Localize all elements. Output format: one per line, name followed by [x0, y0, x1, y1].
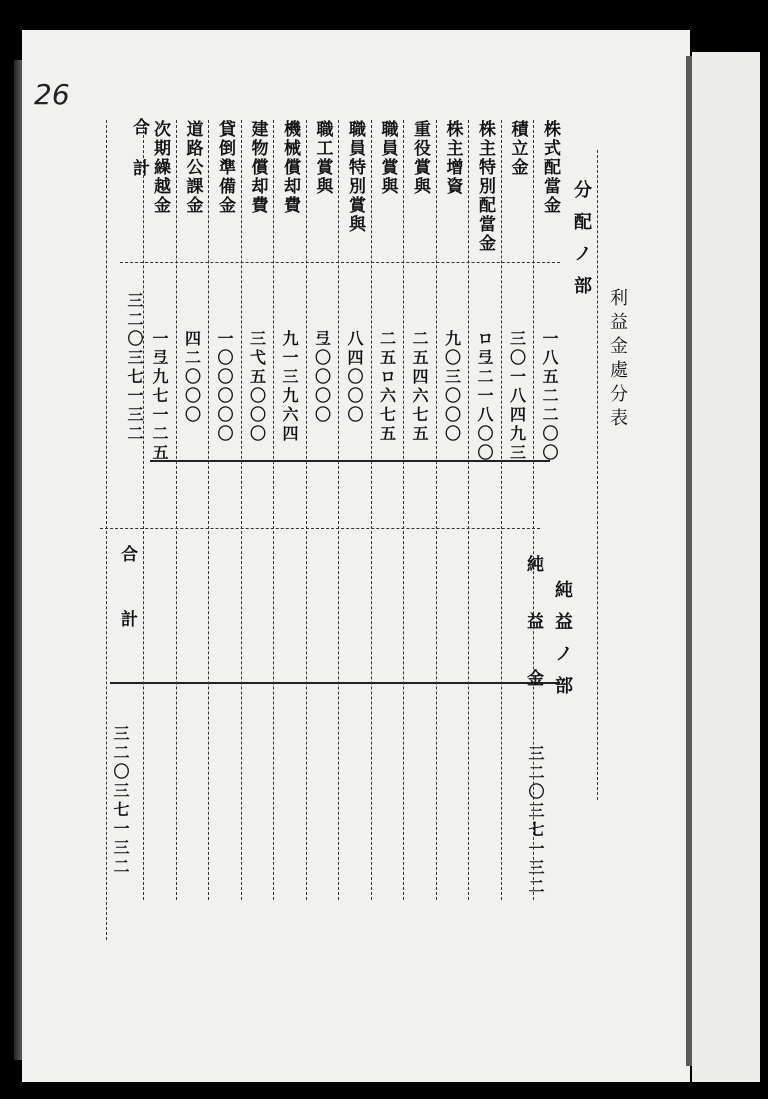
column-rule [403, 120, 404, 900]
frame-left-line [106, 120, 107, 940]
column-rule [338, 120, 339, 900]
distribution-item-amount: 二五ロ六七五 [377, 330, 397, 444]
net-profit-item-label: 純 益 金 [523, 555, 543, 696]
column-rule [143, 120, 144, 900]
distribution-item-amount: 八四〇〇〇 [345, 330, 364, 425]
distribution-item-amount: 四二〇〇〇 [182, 330, 202, 425]
distribution-item-label: 職工賞與 [312, 120, 333, 196]
page-number: 26 [34, 78, 70, 111]
frame-right-line [597, 150, 598, 800]
column-rule [501, 120, 502, 900]
column-rule [208, 120, 209, 900]
distribution-item-label: 機械償却費 [280, 120, 300, 215]
distribution-item-label: 道路公課金 [182, 120, 203, 215]
distribution-item-amount: 三弋五〇〇〇 [247, 330, 267, 444]
column-rule [241, 120, 242, 900]
net-profit-total-label: 合 計 [117, 545, 137, 641]
facing-page [692, 52, 760, 1082]
distribution-item-label: 建物償却費 [247, 120, 268, 215]
section-divider [100, 528, 540, 529]
label-divider [120, 262, 560, 263]
distribution-item-label: 職員賞與 [377, 120, 398, 196]
distribution-item-label: 次期繰越金 [150, 120, 170, 215]
net-divider [110, 682, 560, 684]
net-profit-item-amount: 三二〇三七一三二 [526, 745, 545, 897]
distribution-item-label: 株主增資 [442, 120, 463, 196]
net-profit-header: 純益ノ部 [552, 580, 573, 708]
distribution-item-label: 貸倒準備金 [215, 120, 235, 215]
distribution-item-amount: 一弖九七一二五 [150, 330, 169, 463]
distribution-total-amount: 三二〇三七一三二 [125, 292, 144, 444]
distribution-header: 分配ノ部 [571, 180, 592, 308]
distribution-item-label: 株主特別配當金 [475, 120, 495, 253]
distribution-item-amount: 一八五二二〇〇 [540, 330, 559, 463]
distribution-item-label: 積立金 [507, 120, 528, 177]
distribution-item-amount: 二五四六七五 [410, 330, 429, 444]
distribution-item-amount: 一〇〇〇〇〇 [215, 330, 234, 444]
column-rule [176, 120, 177, 900]
distribution-item-label: 株式配當金 [540, 120, 560, 215]
distribution-item-amount: 弖〇〇〇〇 [312, 330, 332, 425]
column-rule [436, 120, 437, 900]
distribution-item-amount: 九〇三〇〇〇 [442, 330, 462, 444]
column-rule [306, 120, 307, 900]
column-rule [468, 120, 469, 900]
distribution-item-label: 重役賞與 [410, 120, 430, 196]
column-rule [273, 120, 274, 900]
distribution-item-label: 職員特別賞與 [345, 120, 365, 234]
net-profit-total-amount: 三二〇三七一三二 [111, 725, 130, 877]
column-rule [371, 120, 372, 900]
document-title: 利益金處分表 [607, 288, 628, 432]
distribution-total-label: 合 計 [129, 118, 149, 178]
distribution-item-amount: 三〇一八四九三 [507, 330, 527, 463]
distribution-item-amount: ロ弖二一八〇〇 [475, 330, 494, 463]
distribution-item-amount: 九一三九六四 [280, 330, 299, 444]
